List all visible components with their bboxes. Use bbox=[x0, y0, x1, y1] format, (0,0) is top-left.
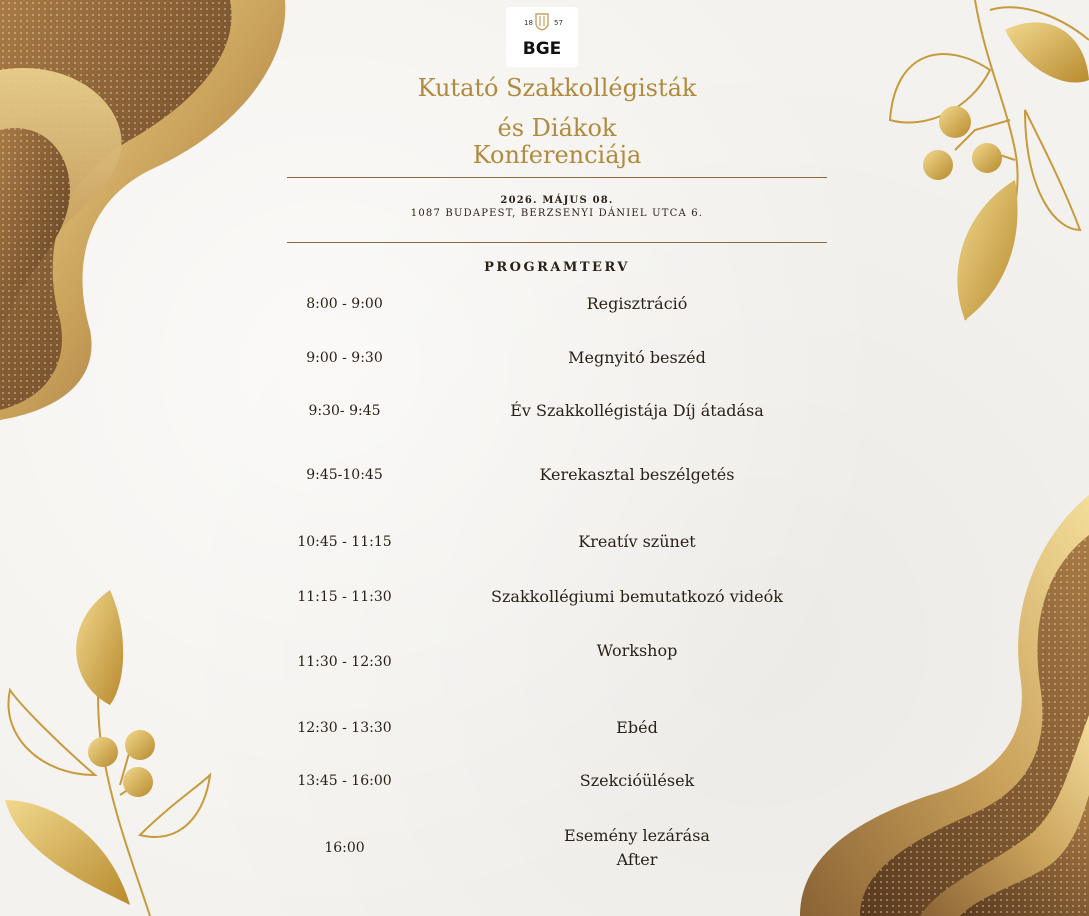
program-time: 13:45 - 16:00 bbox=[297, 773, 392, 789]
program-activity: Kreatív szünet bbox=[578, 532, 696, 551]
logo-text: BGE bbox=[522, 39, 562, 59]
bottom-left-leaf-decoration bbox=[0, 585, 215, 916]
program-heading: PROGRAMTERV bbox=[484, 260, 630, 275]
program-activity: Workshop bbox=[596, 641, 678, 660]
bottom-divider bbox=[287, 242, 827, 243]
program-time: 12:30 - 13:30 bbox=[297, 720, 392, 736]
program-activity: Regisztráció bbox=[586, 294, 688, 313]
program-row bbox=[287, 772, 827, 812]
program-activity: Esemény lezárása bbox=[564, 826, 710, 845]
program-time: 9:00 - 9:30 bbox=[306, 350, 383, 366]
program-time: 8:00 - 9:00 bbox=[306, 296, 383, 312]
program-row bbox=[287, 640, 827, 680]
page-title-line-2: és Diákok bbox=[497, 114, 617, 142]
bge-logo bbox=[506, 7, 578, 67]
page-title-line-1: Kutató Szakkollégisták bbox=[417, 74, 697, 102]
program-row bbox=[287, 465, 827, 505]
program-activity: Megnyitó beszéd bbox=[568, 348, 706, 367]
program-activity: Ebéd bbox=[616, 718, 658, 737]
program-activity: Szekcióülések bbox=[579, 771, 695, 790]
bottom-right-wave-decoration bbox=[800, 495, 1089, 916]
top-left-wave-decoration bbox=[0, 0, 290, 420]
program-time: 10:45 - 11:15 bbox=[297, 534, 392, 550]
program-activity-line2: After bbox=[616, 850, 658, 869]
top-right-leaf-decoration bbox=[875, 0, 1089, 330]
program-row bbox=[287, 401, 827, 441]
program-time: 11:30 - 12:30 bbox=[297, 654, 392, 670]
logo-year-left: 18 bbox=[524, 19, 533, 27]
page-title-line-3: Konferenciája bbox=[472, 141, 642, 169]
logo-year-right: 57 bbox=[554, 19, 563, 27]
program-row bbox=[287, 588, 827, 628]
event-info bbox=[287, 194, 827, 220]
event-address: 1087 BUDAPEST, BERZSENYI DÁNIEL UTCA 6. bbox=[410, 208, 704, 219]
program-row bbox=[287, 719, 827, 759]
program-activity: Év Szakkollégistája Díj átadása bbox=[510, 401, 764, 420]
program-time: 9:30- 9:45 bbox=[308, 403, 381, 419]
program-time: 9:45-10:45 bbox=[306, 467, 383, 483]
program-activity: Szakkollégiumi bemutatkozó videók bbox=[491, 587, 783, 606]
program-row bbox=[287, 294, 827, 334]
event-date: 2026. MÁJUS 08. bbox=[500, 195, 614, 206]
top-divider bbox=[287, 177, 827, 178]
program-row bbox=[287, 348, 827, 388]
program-time: 16:00 bbox=[324, 840, 365, 856]
program-row bbox=[287, 533, 827, 573]
program-row bbox=[287, 824, 827, 874]
program-activity: Kerekasztal beszélgetés bbox=[539, 465, 735, 484]
logo-emblem-icon bbox=[535, 13, 549, 31]
program-time: 11:15 - 11:30 bbox=[297, 589, 392, 605]
